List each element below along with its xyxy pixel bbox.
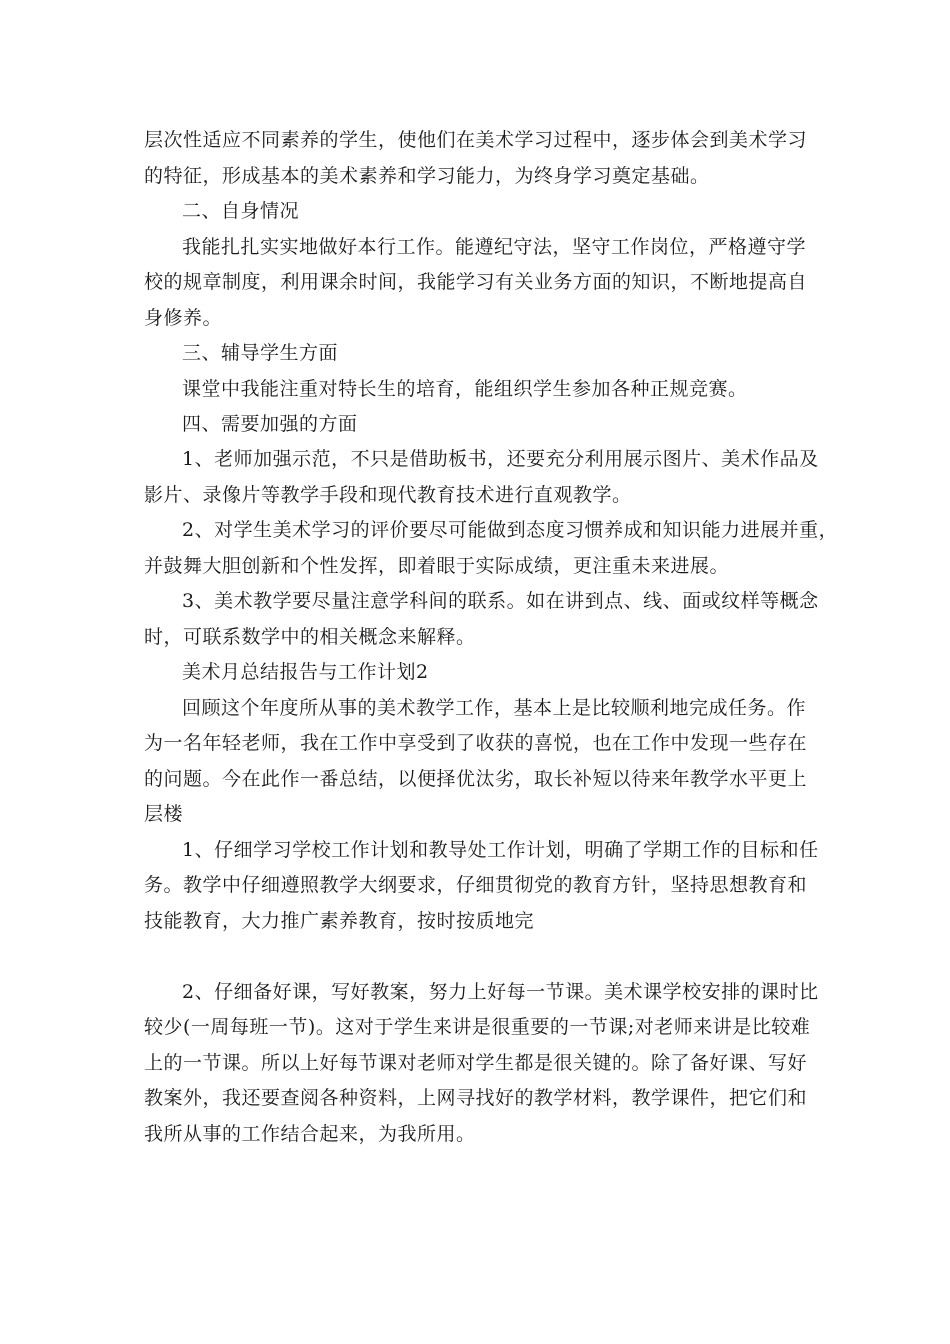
paragraph-line: 时，可联系数学中的相关概念来解释。: [144, 626, 476, 648]
paragraph-line: 课堂中我能注重对特长生的培育，能组织学生参加各种正规竞赛。: [182, 378, 748, 400]
paragraph-line: 务。教学中仔细遵照教学大纲要求，仔细贯彻党的教育方针，坚持思想教育和: [144, 874, 808, 896]
paragraph-line: 校的规章制度，利用课余时间，我能学习有关业务方面的知识，不断地提高自: [144, 271, 808, 293]
paragraph-line: 2、仔细备好课，写好教案，努力上好每一节课。美术课学校安排的课时比: [182, 981, 819, 1003]
section-heading: 四、需要加强的方面: [182, 413, 358, 435]
paragraph-line: 身修养。: [144, 307, 223, 329]
section-heading: 二、自身情况: [182, 200, 300, 222]
paragraph-line: 并鼓舞大胆创新和个性发挥，即着眼于实际成绩，更注重未来进展。: [144, 555, 730, 577]
paragraph-line: 技能教育，大力推广素养教育，按时按质地完: [144, 910, 535, 932]
paragraph-line: 我所从事的工作结合起来，为我所用。: [144, 1123, 476, 1145]
section-heading: 三、辅导学生方面: [182, 342, 339, 364]
paragraph-line: 层次性适应不同素养的学生，使他们在美术学习过程中，逐步体会到美术学习: [144, 129, 808, 151]
paragraph-line: 2、对学生美术学习的评价要尽可能做到态度习惯养成和知识能力进展并重，: [182, 519, 839, 541]
paragraph-line: 1、老师加强示范，不只是借助板书，还要充分利用展示图片、美术作品及: [182, 448, 819, 470]
paragraph-line: 上的一节课。所以上好每节课对老师对学生都是很关键的。除了备好课、写好: [144, 1052, 808, 1074]
paragraph-line: 较少(一周每班一节)。这对于学生来讲是很重要的一节课;对老师来讲是比较难: [144, 1016, 811, 1038]
paragraph-line: 3、美术教学要尽量注意学科间的联系。如在讲到点、线、面或纹样等概念: [182, 590, 819, 612]
paragraph-line: 我能扎扎实实地做好本行工作。能遵纪守法，坚守工作岗位，严格遵守学: [182, 236, 807, 258]
paragraph-line: 回顾这个年度所从事的美术教学工作，基本上是比较顺利地完成任务。作: [182, 697, 807, 719]
paragraph-line: 1、仔细学习学校工作计划和教导处工作计划，明确了学期工作的目标和任: [182, 839, 819, 861]
paragraph-line: 教案外，我还要查阅各种资料，上网寻找好的教学材料，教学课件，把它们和: [144, 1087, 808, 1109]
section-title: 美术月总结报告与工作计划2: [182, 661, 429, 683]
paragraph-line: 层楼: [144, 803, 184, 825]
paragraph-line: 的特征，形成基本的美术素养和学习能力，为终身学习奠定基础。: [144, 165, 710, 187]
paragraph-line: 的问题。今在此作一番总结，以便择优汰劣，取长补短以待来年教学水平更上: [144, 768, 808, 790]
paragraph-line: 影片、录像片等教学手段和现代教育技术进行直观教学。: [144, 484, 632, 506]
paragraph-line: 为一名年轻老师，我在工作中享受到了收获的喜悦，也在工作中发现一些存在: [144, 732, 808, 754]
